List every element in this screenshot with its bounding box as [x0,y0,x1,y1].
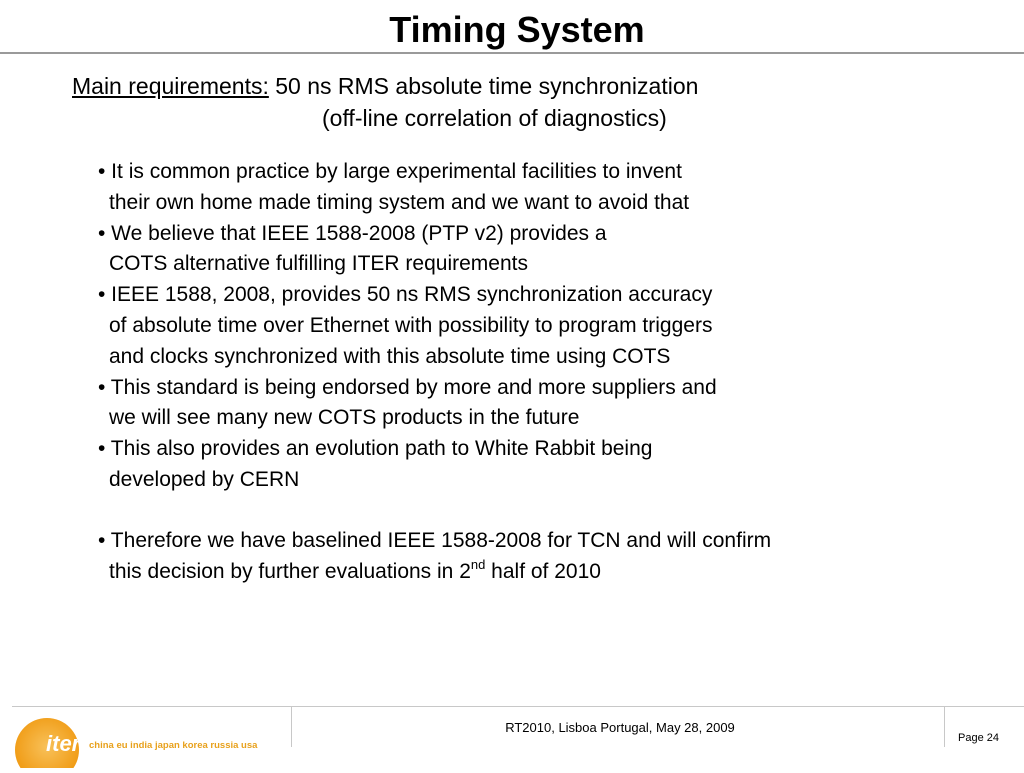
slide-title: Timing System [389,9,645,50]
bullet-line: of absolute time over Ethernet with possibility to program triggers [109,313,713,337]
logo-partners: china eu india japan korea russia usa [89,740,258,751]
iter-logo-graphic [0,710,290,768]
bullet-line: we will see many new COTS products in the future [109,406,580,430]
logo-text: iter [46,731,81,756]
title-divider [0,52,1024,54]
footer-divider [12,706,1024,707]
bullet-line: • This also provides an evolution path to White Rabbit being [98,437,653,461]
bullet-line: developed by CERN [109,467,300,491]
bullet-item [98,434,771,496]
footer-separator [944,707,945,747]
bullet-item [98,280,771,372]
bullet-line: • IEEE 1588, 2008, provides 50 ns RMS synchronization accuracy [98,283,713,307]
bullet-spacer [98,496,771,526]
main-requirements [72,70,698,102]
bullet-line: • Therefore we have baselined IEEE 1588-2008 for TCN and will confirm [98,528,772,552]
bullet-line: • It is common practice by large experimental facilities to invent [98,160,682,183]
bullet-line: and clocks synchronized with this absolute time using COTS [109,344,671,368]
footer-separator [291,707,292,747]
bullet-item [98,157,771,219]
bullet-item [98,219,771,281]
bullet-text: this decision by further evaluations in 2 [109,559,471,583]
bullet-line: their own home made timing system and we want to avoid that [109,190,690,214]
bullet-line: • This standard is being endorsed by more and more suppliers and [98,375,717,399]
requirements-line-2: (off-line correlation of diagnostics) [322,105,667,131]
requirements-line-1: 50 ns RMS absolute time synchronization [268,73,699,99]
bullet-line: • We believe that IEEE 1588-2008 (PTP v2) provides a [98,221,607,245]
bullet-line: COTS alternative fulfilling ITER requirements [109,252,528,276]
page-number: Page 24 [958,732,999,744]
footer-event: RT2010, Lisboa Portugal, May 28, 2009 [505,720,735,735]
iter-logo [0,710,290,768]
bullet-text: half of 2010 [485,559,601,583]
bullet-line [98,557,771,590]
requirements-label: Main requirements: [72,73,269,99]
bullet-list [98,157,771,589]
conclusion-bullet [98,526,771,590]
ordinal-superscript: nd [470,556,486,572]
bullet-item [98,373,771,435]
